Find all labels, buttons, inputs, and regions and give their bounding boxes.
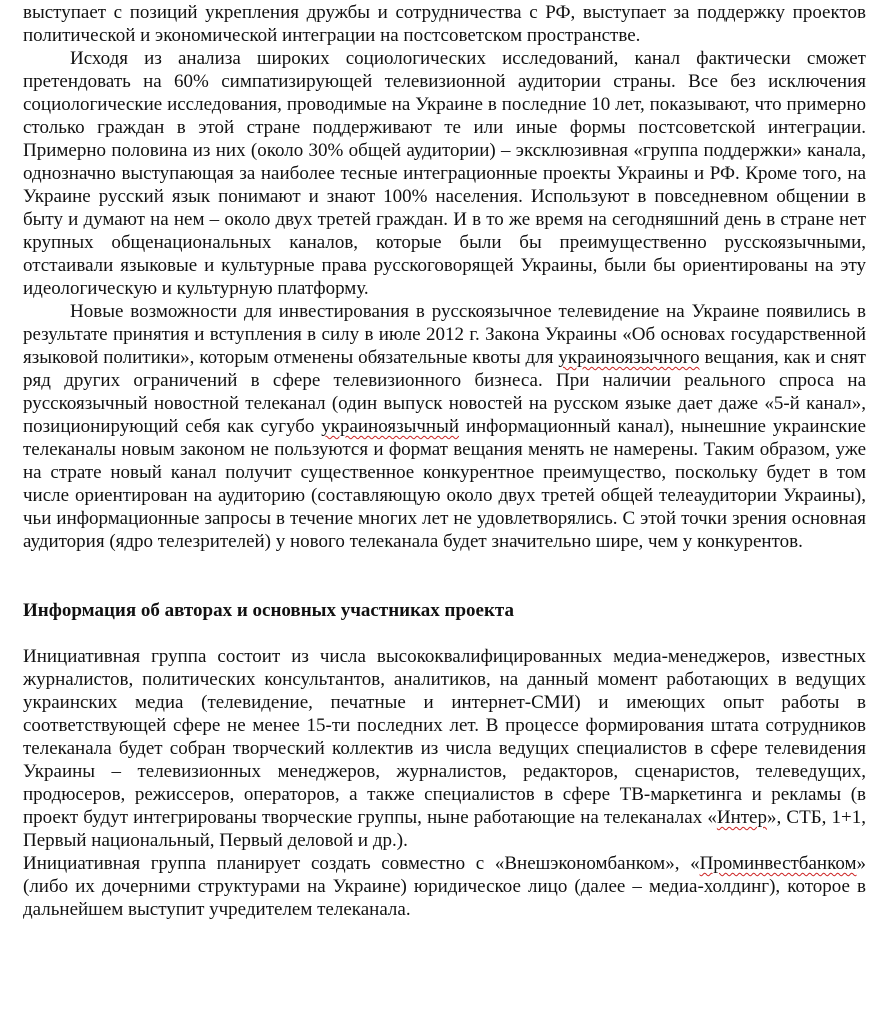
text-segment: вещания, как и снят ряд других ограничений в сфере телевизионного бизнеса. При наличии реального спроса на русскоязычный новостной телеканал (один выпуск новостей на русском языке дает даже «5-й канал», позиционирующий себя как сугубо: [23, 347, 866, 437]
text-segment: » (либо их дочерними структурами на Украине) юридическое лицо (далее – медиа-холдинг), которое в дальнейшем выступит учредителем телеканала.: [23, 853, 866, 920]
paragraph-audience-analysis: Исходя из анализа широких социологических исследований, канал фактически сможет претендовать на 60% симпатизирующей телевизионной аудитории страны. Все без исключения социологические исследования, проводимые на Украине в последние 10 лет, показывают, что примерно столько граждан в этой стране поддерживают те или иные формы постсоветской интеграции. Примерно половина из них (около 30% общей аудитории) – эксклюзивная «группа поддержки» канала, однозначно выступающая за наиболее тесные интеграционные проекты Украины и РФ. Кроме того, на Украине русский язык понимают и знают 100% населения. Используют в повседневном общении в быту и думают на нем – около двух третей граждан. И в то же время на сегодняшний день в стране нет крупных общенациональных каналов, которые были бы преимущественно русскоязычными, отстаивали языковые и культурные права русскоговорящей Украины, были бы ориентированы на эту идеологическую и культурную платформу.: [23, 48, 866, 299]
blank-line: [23, 622, 866, 645]
text-segment: Инициативная группа планирует создать совместно с «Внешэкономбанком», «: [23, 853, 700, 874]
paragraph-initiative-group: [23, 645, 866, 852]
paragraph-continuation: выступает с позиций укрепления дружбы и сотрудничества с РФ, выступает за поддержку проектов политической и экономической интеграции на постсоветском пространстве.: [23, 2, 866, 46]
spellcheck-flagged-word: Интер: [716, 807, 767, 828]
blank-lines: [23, 553, 866, 599]
text-segment: информационный канал), нынешние украинские телеканалы новым законом не пользуются и формат вещания менять не намерены. Таким образом, уже на страте новый канал получит существенное конкурентное преимущество, поскольку будет в том числе ориентирован на аудиторию (составляющую около двух третей общей телеаудитории Украины), чьи информационные запросы в течение многих лет не удовлетворялись. С этой точки зрения основная аудитория (ядро телезрителей) у нового телеканала будет значительно шире, чем у конкурентов.: [23, 416, 866, 552]
paragraph-media-holding: [23, 852, 866, 921]
spellcheck-flagged-word: украиноязычный: [321, 416, 460, 437]
text-segment: », СТБ, 1+1, Первый национальный, Первый деловой и др.).: [23, 807, 866, 851]
spellcheck-flagged-word: Проминвестбанком: [699, 853, 857, 874]
section-heading: Информация об авторах и основных участниках проекта: [23, 600, 514, 621]
spellcheck-flagged-word: украиноязычного: [558, 347, 700, 368]
text-segment: Новые возможности для инвестирования в русскоязычное телевидение на Украине появились в результате принятия и вступления в силу в июле 2012 г. Закона Украины «Об основах государственной языковой политики», которым отменены обязательные квоты для: [23, 301, 866, 368]
paragraph-investment-opportunities: [23, 300, 866, 553]
text-segment: Инициативная группа состоит из числа высококвалифицированных медиа-менеджеров, известных журналистов, политических консультантов, аналитиков, на данный момент работающих в ведущих украинских медиа (телевидение, печатные и интернет-СМИ) и имеющих опыт работы в соответствующей сфере не менее 15-ти последних лет. В процессе формирования штата сотрудников телеканала будет собран творческий коллектив из числа ведущих специалистов в сфере телевидения Украины – телевизионных менеджеров, журналистов, редакторов, сценаристов, телеведущих, продюсеров, режиссеров, операторов, а также специалистов в сфере ТВ-маркетинга и рекламы (в проект будут интегрированы творческие группы, ныне работающие на телеканалах «: [23, 646, 866, 828]
